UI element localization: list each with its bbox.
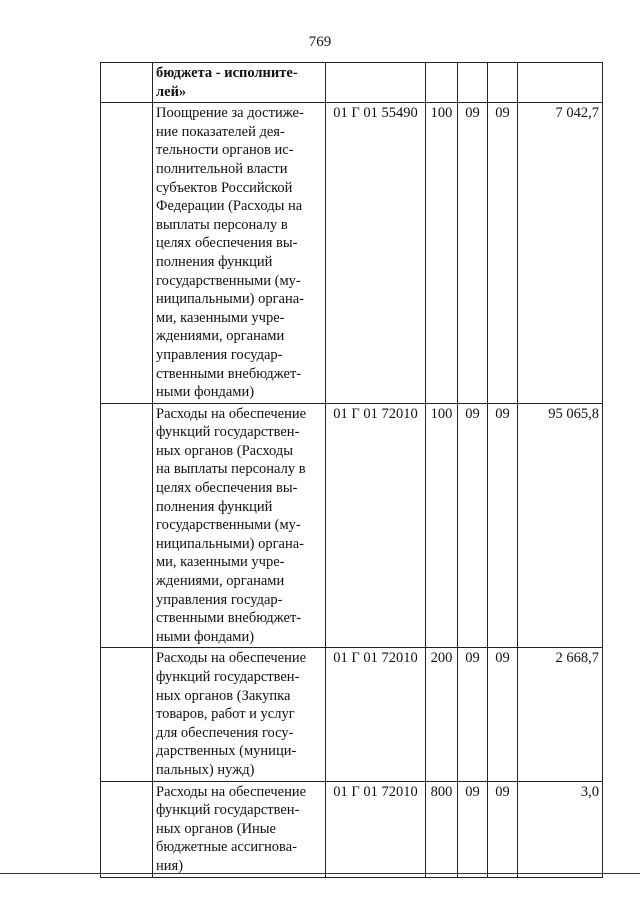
budget-table: [100, 62, 603, 878]
row-section: 09: [458, 403, 488, 648]
row-expense-type: 100: [426, 403, 458, 648]
row-expense-type: 100: [426, 103, 458, 404]
row-expense-type: 200: [426, 648, 458, 781]
row-empty-cell: [101, 103, 153, 404]
table-row: [101, 403, 603, 648]
row-name: Поощрение за достиже- ние показателей дея- тельности органов ис- полнительной власти субъектов Российской Федерации (Расходы на выплаты персоналу в целях обеспечения вы- полнения функций государственными (му- ниципальными) органа- ми, казенными учре- ждениями, органами управления государ- ственными внебюджет- ными фондами): [153, 103, 326, 404]
row-target-code: 01 Г 01 72010: [326, 781, 426, 877]
row-name: Расходы на обеспечение функций государствен- ных органов (Расходы на выплаты персоналу в целях обеспечения вы- полнения функций государственными (му- ниципальными) органа- ми, казенными учре- ждениями, органами управления государ- ственными внебюджет- ными фондами): [153, 403, 326, 648]
row-section: 09: [458, 648, 488, 781]
row-name: Расходы на обеспечение функций государствен- ных органов (Иные бюджетные ассигнова- ния): [153, 781, 326, 877]
row-target-code: 01 Г 01 55490: [326, 103, 426, 404]
table-row: [101, 63, 603, 103]
table-row: [101, 781, 603, 877]
row-section: [458, 63, 488, 103]
row-subsection: 09: [488, 103, 518, 404]
row-empty-cell: [101, 63, 153, 103]
row-name: бюджета - исполните- лей»: [153, 63, 326, 103]
row-empty-cell: [101, 403, 153, 648]
row-amount: 3,0: [518, 781, 603, 877]
row-expense-type: 800: [426, 781, 458, 877]
row-subsection: 09: [488, 648, 518, 781]
row-amount: [518, 63, 603, 103]
row-expense-type: [426, 63, 458, 103]
page-bottom-rule: [0, 873, 640, 874]
row-subsection: 09: [488, 403, 518, 648]
row-amount: 2 668,7: [518, 648, 603, 781]
table-row: [101, 648, 603, 781]
table-row: [101, 103, 603, 404]
row-target-code: 01 Г 01 72010: [326, 403, 426, 648]
row-empty-cell: [101, 781, 153, 877]
row-target-code: [326, 63, 426, 103]
row-amount: 7 042,7: [518, 103, 603, 404]
row-subsection: [488, 63, 518, 103]
row-section: 09: [458, 781, 488, 877]
row-section: 09: [458, 103, 488, 404]
row-empty-cell: [101, 648, 153, 781]
row-name: Расходы на обеспечение функций государствен- ных органов (Закупка товаров, работ и услуг для обеспечения госу- дарственных (муници- пальных) нужд): [153, 648, 326, 781]
row-amount: 95 065,8: [518, 403, 603, 648]
page-number: 769: [308, 34, 332, 50]
row-target-code: 01 Г 01 72010: [326, 648, 426, 781]
row-subsection: 09: [488, 781, 518, 877]
